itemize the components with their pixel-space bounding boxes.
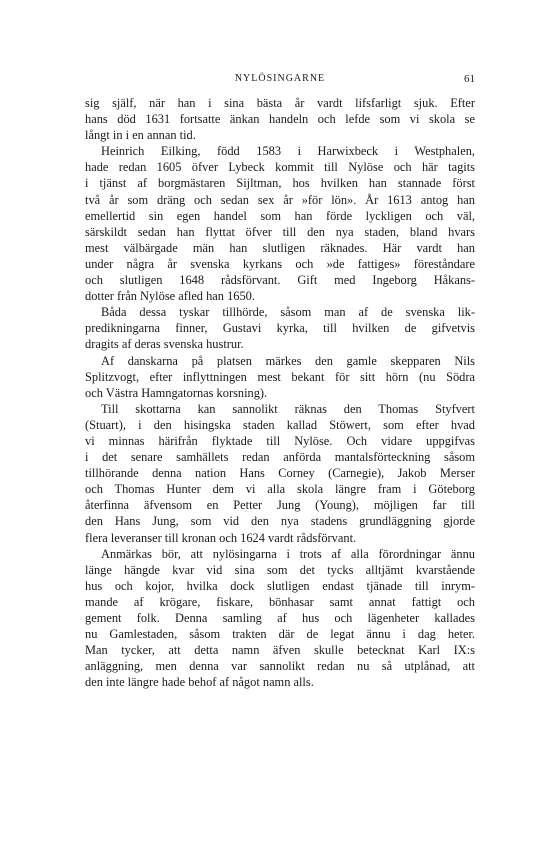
text-line: (Stuart), i den hisingska staden kallad Stöwert, som efter hvad	[85, 417, 475, 432]
text-line: och Thomas Hunter dem vi alla skola längre fram i Göteborg	[85, 482, 475, 497]
text-line: långt in i en annan tid.	[85, 128, 196, 143]
text-line: emellertid sin egen handel som han förde lyckligen och väl,	[85, 208, 475, 223]
text-line: särskildt sedan han flyttat öfver till den nya staden, bland hvars	[85, 224, 475, 239]
text-line: dotter från Nylöse afled han 1650.	[85, 289, 255, 304]
text-line: mest välbärgade män han slutligen räknades. Här vardt han	[85, 240, 475, 255]
text-line: hade redan 1605 öfver Lybeck kommit till Nylöse och här tagits	[85, 160, 475, 175]
text-line: tillhörande denna nation Hans Corney (Carnegie), Jakob Merser	[85, 466, 475, 481]
text-line: sig själf, när han i sina bästa år vardt lifsfarligt sjuk. Efter	[85, 96, 475, 110]
text-line: gement folk. Denna samling af hus och lägenheter kallades	[85, 611, 475, 625]
text-line: hus och kojor, hvilka dock slutligen endast tjänade till inrym-	[85, 578, 475, 593]
text-line: dragits af deras svenska hustrur.	[85, 337, 244, 352]
text-line: Anmärkas bör, att nylösingarna i trots af alla förordningar ännu	[101, 546, 475, 561]
text-line: i det senare samhällets redan anförda mantalsförteckning såsom	[85, 450, 475, 465]
text-line: två år som dräng och sedan sex år »för lön». År 1613 antog han	[85, 192, 475, 207]
running-head	[85, 73, 475, 89]
text-line: Heinrich Eilking, född 1583 i Harwixbeck i Westphalen,	[101, 144, 475, 159]
text-line: anläggning, men denna var sannolikt redan nu så utplånad, att	[85, 659, 475, 674]
text-line: och Västra Hamngatornas korsning).	[85, 385, 268, 400]
text-line: Båda dessa tyskar tillhörde, såsom man af de svenska lik-	[101, 305, 475, 320]
text-line: nu Gamlestaden, såsom trakten där de legat ännu i dag heter.	[85, 627, 475, 642]
running-title: NYLÖSINGARNE	[234, 73, 326, 84]
text-line: länge hängde kvar vid sina som det tycks alltjämt kvarstående	[85, 562, 475, 577]
text-line: Splitzvogt, efter inflyttningen mest bekant för sitt hörn (nu Södra	[85, 369, 475, 384]
text-line: återfinna äfvensom en Petter Jung (Young), möjligen far till	[85, 498, 475, 513]
text-line: Till skottarna kan sannolikt räknas den Thomas Styfvert	[101, 401, 475, 416]
text-line: under några år svenska kyrkans och »de fattiges» föreståndare	[85, 256, 475, 271]
text-line: i tjänst af borgmästaren Sijltman, hos hvilken han stannade först	[85, 176, 475, 191]
text-line: hans död 1631 fortsatte änkan handeln och lefde som vi skola se	[85, 112, 475, 127]
text-line: predikningarna finner, Gustavi kyrka, till hvilken de gifvetvis	[85, 321, 475, 336]
body-text	[85, 95, 475, 690]
page-number: 61	[464, 73, 475, 85]
text-line: mande af krögare, fiskare, bönhasar samt annat fattigt och	[85, 594, 475, 609]
text-line: den inte längre hade behof af något namn alls.	[85, 675, 314, 690]
text-line: vi minnas härifrån flyktade till Nylöse. Och vidare uppgifvas	[85, 433, 475, 448]
text-line: den Hans Jung, som vid den nya stadens grundläggning gjorde	[85, 514, 475, 529]
text-line: flera leveranser till kronan och 1624 vardt rådsförvant.	[85, 530, 357, 545]
text-line: och slutligen 1648 rådsförvant. Gift med Ingeborg Håkans-	[85, 273, 475, 288]
text-line: Af danskarna på platsen märkes den gamle skepparen Nils	[101, 353, 475, 368]
text-line: Man tycker, att detta namn äfven skulle betecknat Karl IX:s	[85, 643, 475, 658]
